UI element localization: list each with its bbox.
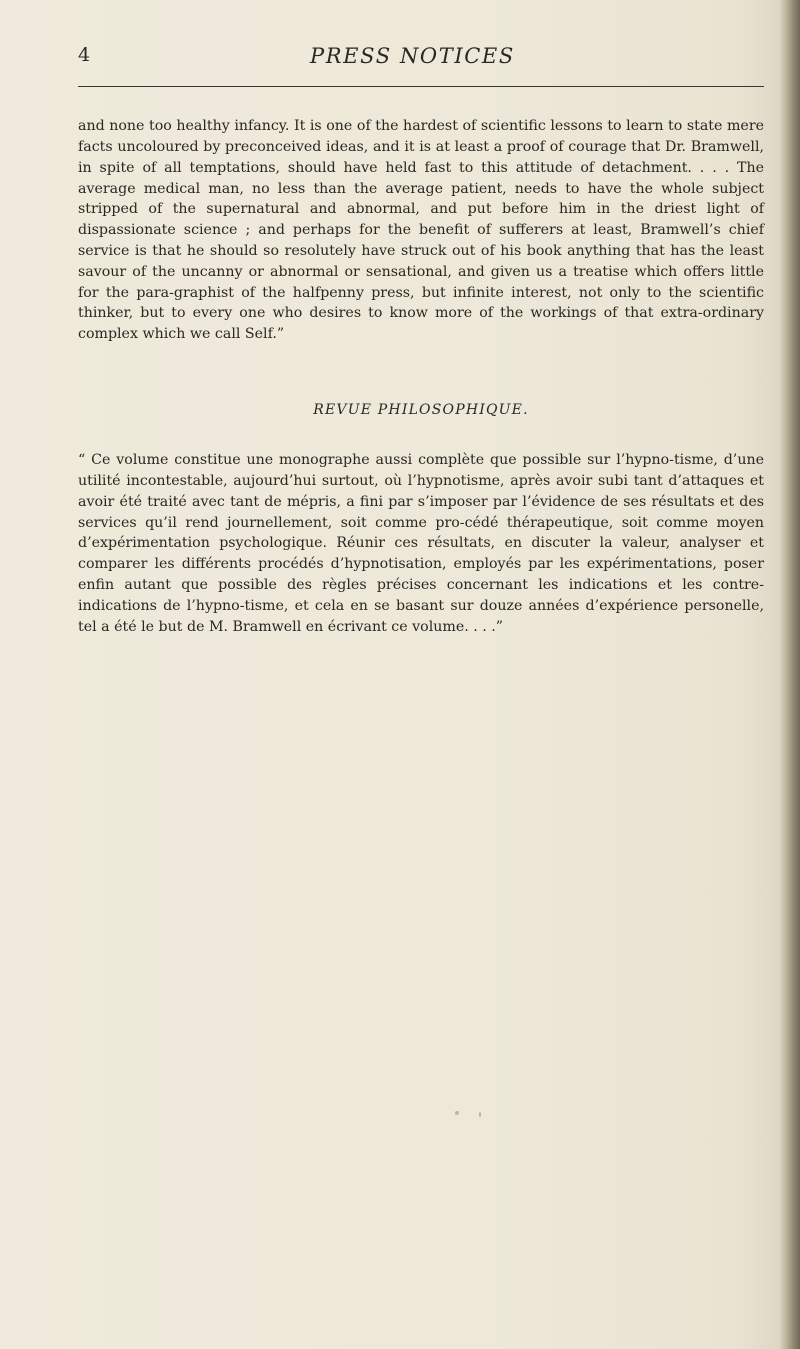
section-heading: REVUE PHILOSOPHIQUE. bbox=[313, 402, 529, 418]
page-header bbox=[78, 44, 764, 76]
running-title: PRESS NOTICES bbox=[310, 44, 515, 68]
page-binding-edge bbox=[778, 0, 800, 1349]
press-notice-paragraph-french: “ Ce volume constitue une monographe aussi complète que possible sur l’hypno-tisme, d’une utilité incontestable, aujourd’hui surtout, où l’hypnotisme, après avoir subi tant d’attaques et avoir été traité avec tant de mépris, a fini par s’imposer par l’évidence de ses résultats et des services qu’il rend journellement, soit comme pro-cédé thérapeutique, soit comme moyen d’expérimentation psychologique. Réunir ces résultats, en discuter la valeur, analyser et comparer les différents procédés d’hypnotisation, employés par les expérimentations, poser enfin autant que possible des règles précises concernant les indications et les contre-indications de l’hypno-tisme, et cela en se basant sur douze années d’expérience personelle, tel a été le but de M. Bramwell en écrivant ce volume. . . .” bbox=[78, 452, 764, 635]
paper-speck bbox=[479, 1112, 481, 1117]
paper-speck bbox=[455, 1111, 459, 1115]
press-notice-paragraph: and none too healthy infancy. It is one of the hardest of scientific lessons to learn to state mere facts uncoloured by preconceived ideas, and it is at least a proof of courage that Dr. Bramwell, in spite of all temptations, should have held fast to this attitude of detachment. . . . The average medical man, no less than the average patient, needs to have the whole subject stripped of the supernatural and abnormal, and put before him in the driest light of dispassionate science ; and perhaps for the benefit of sufferers at least, Bramwell’s chief service is that he should so resolutely have struck out of his book anything that has the least savour of the uncanny or abnormal or sensational, and given us a treatise which offers little for the para-graphist of the halfpenny press, but infinite interest, not only to the scientific thinker, but to every one who desires to know more of the workings of that extra-ordinary complex which we call Self.” bbox=[78, 118, 764, 343]
header-rule bbox=[78, 86, 764, 87]
page-number: 4 bbox=[78, 44, 91, 66]
